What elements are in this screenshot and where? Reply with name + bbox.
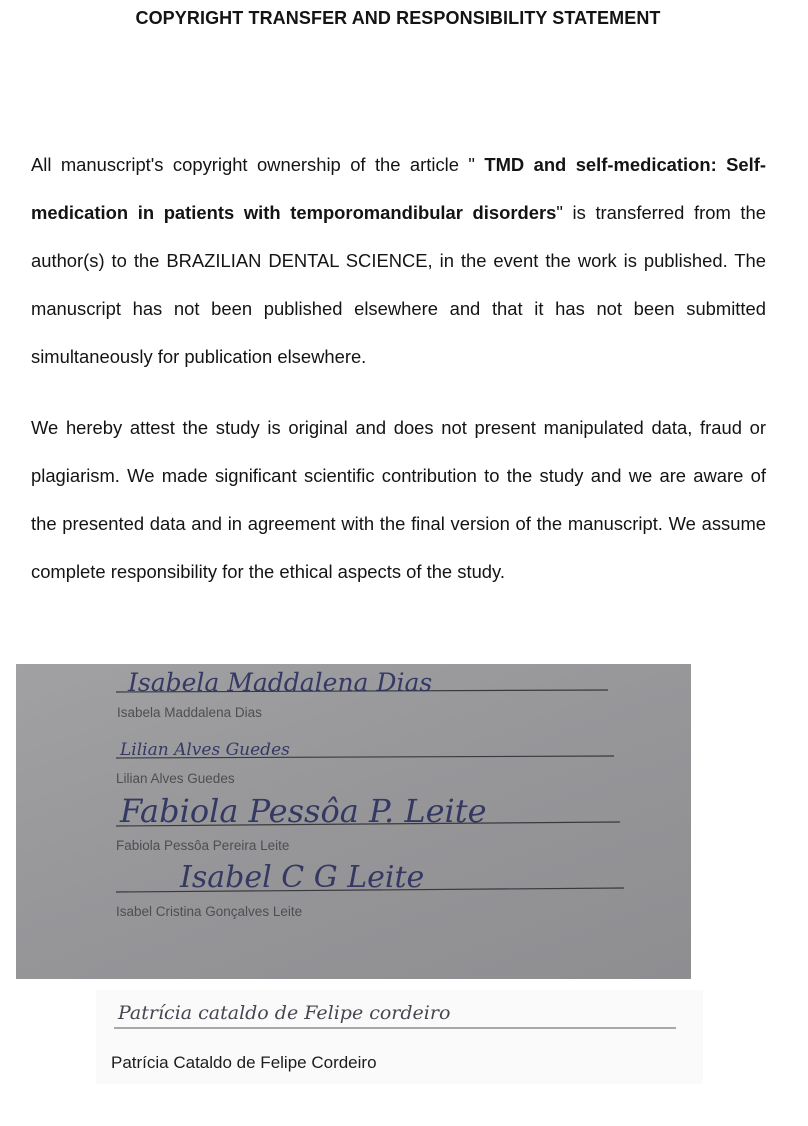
printed-name-isabel-cristina: Isabel Cristina Gonçalves Leite xyxy=(116,904,303,919)
printed-name-fabiola: Fabiola Pessôa Pereira Leite xyxy=(116,838,290,853)
printed-name-lilian: Lilian Alves Guedes xyxy=(116,771,235,786)
paragraph-transfer-text: " is transferred from the author(s) to the BRAZILIAN DENTAL SCIENCE, in the event the work is published. The manuscript has not been published elsewhere and that it has not been submitted simultaneously for publication elsewhere. xyxy=(31,202,766,367)
printed-name-patricia: Patrícia Cataldo de Felipe Cordeiro xyxy=(111,1053,377,1072)
signature-patricia: Patrícia cataldo de Felipe cordeiro xyxy=(118,1002,451,1024)
signature-fabiola: Fabiola Pessôa P. Leite xyxy=(120,792,487,830)
signature-photo-block xyxy=(16,664,691,979)
signature-isabel-cristina: Isabel C G Leite xyxy=(180,860,425,895)
article-title: TMD and self-medication: Self-medication in patients with temporomandibular disorders xyxy=(31,154,766,223)
responsibility-paragraph: We hereby attest the study is original and does not present manipulated data, fraud or plagiarism. We made significant scientific contribution to the study and we are aware of the presented data and in agreement with the final version of the manuscript. We assume complete responsibility for the ethical aspects of the study. xyxy=(31,417,766,582)
document-title: COPYRIGHT TRANSFER AND RESPONSIBILITY STATEMENT xyxy=(135,8,661,28)
signature-isabela: Isabela Maddalena Dias xyxy=(128,668,433,697)
paragraph-intro-text: All manuscript's copyright ownership of the article " xyxy=(31,154,485,175)
signature-scan-block xyxy=(96,990,703,1084)
copyright-transfer-paragraph xyxy=(31,141,766,381)
signature-lilian: Lilian Alves Guedes xyxy=(120,740,290,760)
printed-name-isabela: Isabela Maddalena Dias xyxy=(117,705,262,720)
